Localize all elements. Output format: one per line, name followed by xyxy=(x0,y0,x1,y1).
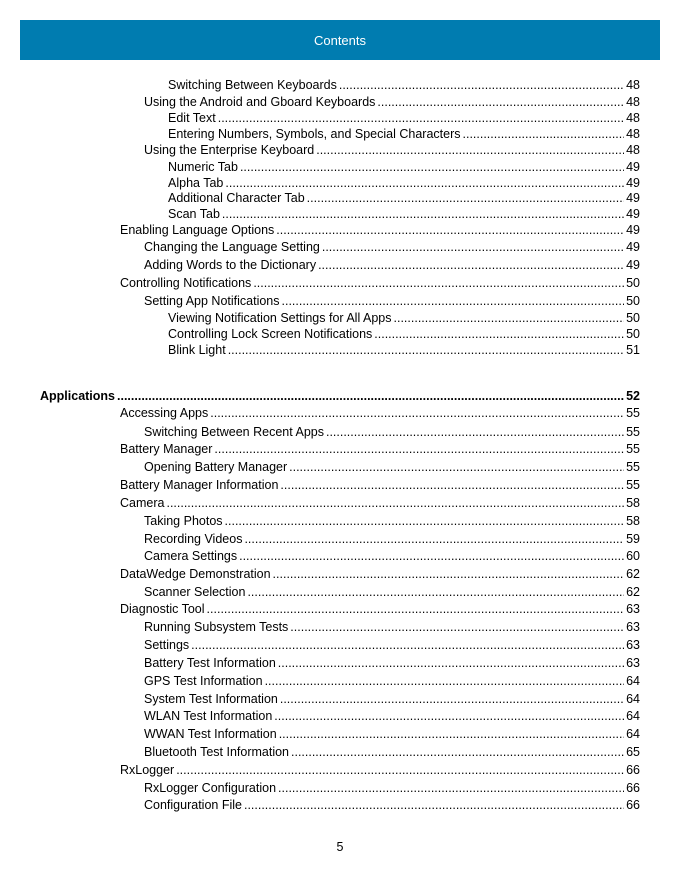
toc-entry-title: Alpha Tab xyxy=(168,176,224,190)
toc-entry-title: Taking Photos xyxy=(144,514,223,528)
dot-leader xyxy=(289,460,624,475)
toc-entry-title: Bluetooth Test Information xyxy=(144,745,289,759)
toc-entry[interactable] xyxy=(168,327,640,342)
toc-entry[interactable] xyxy=(144,745,640,760)
toc-entry-page: 48 xyxy=(626,78,640,92)
toc-entry[interactable] xyxy=(144,638,640,653)
dot-leader xyxy=(244,532,624,547)
dot-leader xyxy=(377,95,624,110)
toc-entry-page: 55 xyxy=(626,442,640,456)
toc-entry-page: 51 xyxy=(626,343,640,357)
dot-leader xyxy=(273,567,624,582)
toc-entry-title: Setting App Notifications xyxy=(144,294,280,308)
toc-entry[interactable] xyxy=(144,656,640,671)
contents-header xyxy=(20,20,660,60)
toc-entry-title: RxLogger Configuration xyxy=(144,781,277,795)
toc-entry-title: Battery Manager Information xyxy=(120,478,279,492)
toc-entry-page: 50 xyxy=(626,327,640,341)
toc-entry-title: WLAN Test Information xyxy=(144,709,273,723)
toc-entry-page: 48 xyxy=(626,95,640,109)
toc-entry-page: 48 xyxy=(626,143,640,157)
toc-entry-title: DataWedge Demonstration xyxy=(120,567,271,581)
toc-entry[interactable] xyxy=(144,294,640,309)
toc-entry-title: Changing the Language Setting xyxy=(144,240,320,254)
dot-leader xyxy=(279,727,624,742)
dot-leader xyxy=(228,343,624,358)
toc-entry-page: 62 xyxy=(626,585,640,599)
toc-entry-page: 58 xyxy=(626,496,640,510)
toc-entry-title: Controlling Notifications xyxy=(120,276,252,290)
toc-entry-title: Viewing Notification Settings for All Apps xyxy=(168,311,392,325)
toc-entry-title: GPS Test Information xyxy=(144,674,263,688)
toc-entry-page: 64 xyxy=(626,692,640,706)
toc-entry-page: 63 xyxy=(626,602,640,616)
dot-leader xyxy=(166,496,624,511)
toc-entry[interactable] xyxy=(120,478,640,493)
toc-entry[interactable] xyxy=(168,207,640,222)
dot-leader xyxy=(316,143,624,158)
toc-entry[interactable] xyxy=(168,176,640,191)
toc-entry-page: 66 xyxy=(626,798,640,812)
dot-leader xyxy=(225,176,624,191)
dot-leader xyxy=(322,240,624,255)
dot-leader xyxy=(265,674,624,689)
toc-entry[interactable] xyxy=(120,567,640,582)
dot-leader xyxy=(244,798,624,813)
toc-entry[interactable] xyxy=(168,160,640,175)
dot-leader xyxy=(274,709,624,724)
dot-leader xyxy=(339,78,624,93)
toc-entry-title: Edit Text xyxy=(168,111,216,125)
toc-entry-title: Numeric Tab xyxy=(168,160,238,174)
toc-entry-page: 64 xyxy=(626,709,640,723)
dot-leader xyxy=(222,207,624,222)
toc-entry-title: Entering Numbers, Symbols, and Special Characters xyxy=(168,127,461,141)
toc-entry-page: 49 xyxy=(626,207,640,221)
dot-leader xyxy=(225,514,624,529)
toc-entry[interactable] xyxy=(120,406,640,421)
toc-entry-page: 49 xyxy=(626,191,640,205)
toc-entry[interactable] xyxy=(120,602,640,617)
toc-entry[interactable] xyxy=(168,78,640,93)
dot-leader xyxy=(280,692,624,707)
dot-leader xyxy=(318,258,624,273)
toc-entry-page: 62 xyxy=(626,567,640,581)
toc-entry-title: Accessing Apps xyxy=(120,406,209,420)
dot-leader xyxy=(280,478,624,493)
dot-leader xyxy=(276,223,624,238)
dot-leader xyxy=(210,406,624,421)
toc-entry-page: 49 xyxy=(626,223,640,237)
toc-entry-title: Camera xyxy=(120,496,165,510)
toc-entry-title: Adding Words to the Dictionary xyxy=(144,258,317,272)
toc-entry-title: Blink Light xyxy=(168,343,226,357)
toc-entry-page: 66 xyxy=(626,781,640,795)
toc-entry-title: RxLogger xyxy=(120,763,175,777)
toc-entry-page: 50 xyxy=(626,276,640,290)
toc-entry-title: Diagnostic Tool xyxy=(120,602,205,616)
toc-entry-page: 63 xyxy=(626,656,640,670)
toc-entry[interactable] xyxy=(144,727,640,742)
dot-leader xyxy=(307,191,624,206)
toc-entry[interactable] xyxy=(144,240,640,255)
toc-entry[interactable] xyxy=(144,514,640,529)
toc-entry-page: 60 xyxy=(626,549,640,563)
toc-entry-title: Recording Videos xyxy=(144,532,243,546)
toc-entry-title: Applications xyxy=(40,389,116,403)
dot-leader xyxy=(253,276,624,291)
toc-entry[interactable] xyxy=(144,781,640,796)
toc-entry-page: 55 xyxy=(626,460,640,474)
toc-entry[interactable] xyxy=(144,585,640,600)
toc-entry[interactable] xyxy=(144,620,640,635)
toc-entry-page: 59 xyxy=(626,532,640,546)
dot-leader xyxy=(282,294,625,309)
dot-leader xyxy=(191,638,624,653)
toc-entry[interactable] xyxy=(120,763,640,778)
toc-entry-page: 64 xyxy=(626,674,640,688)
toc-entry-title: Opening Battery Manager xyxy=(144,460,288,474)
toc-entry-title: Switching Between Keyboards xyxy=(168,78,337,92)
toc-entry[interactable] xyxy=(144,798,640,813)
toc-entry-title: Battery Manager xyxy=(120,442,213,456)
toc-entry-page: 63 xyxy=(626,638,640,652)
toc-entry-page: 65 xyxy=(626,745,640,759)
dot-leader xyxy=(247,585,624,600)
toc-entry[interactable] xyxy=(144,258,640,273)
toc-entry[interactable] xyxy=(144,674,640,689)
dot-leader xyxy=(176,763,624,778)
toc-entry-page: 55 xyxy=(626,425,640,439)
toc-entry-title: Camera Settings xyxy=(144,549,238,563)
toc-entry[interactable] xyxy=(168,127,640,142)
toc-entry-page: 50 xyxy=(626,294,640,308)
page-number: 5 xyxy=(336,840,344,854)
dot-leader xyxy=(326,425,624,440)
toc-entry-page: 48 xyxy=(626,111,640,125)
dot-leader xyxy=(218,111,624,126)
toc-entry[interactable] xyxy=(144,549,640,564)
dot-leader xyxy=(117,389,624,404)
toc-entry-title: Scan Tab xyxy=(168,207,220,221)
toc-entry-title: Controlling Lock Screen Notifications xyxy=(168,327,373,341)
toc-entry[interactable] xyxy=(120,496,640,511)
toc-entry-title: Using the Enterprise Keyboard xyxy=(144,143,315,157)
toc-entry[interactable] xyxy=(168,191,640,206)
toc-entry-page: 49 xyxy=(626,258,640,272)
toc-entry[interactable] xyxy=(144,95,640,110)
toc-entry-title: Running Subsystem Tests xyxy=(144,620,289,634)
toc-entry-title: Using the Android and Gboard Keyboards xyxy=(144,95,376,109)
toc-entry-title: Additional Character Tab xyxy=(168,191,305,205)
toc-entry[interactable] xyxy=(168,311,640,326)
dot-leader xyxy=(463,127,625,142)
toc-entry-page: 63 xyxy=(626,620,640,634)
toc-entry[interactable] xyxy=(120,442,640,457)
toc-entry-page: 52 xyxy=(626,389,640,403)
toc-entry-title: Settings xyxy=(144,638,190,652)
toc-entry-page: 50 xyxy=(626,311,640,325)
toc-entry[interactable] xyxy=(168,111,640,126)
toc-entry-page: 64 xyxy=(626,727,640,741)
toc-entry[interactable] xyxy=(144,692,640,707)
toc-entry-title: Battery Test Information xyxy=(144,656,276,670)
dot-leader xyxy=(394,311,624,326)
header-title: Contents xyxy=(313,32,367,48)
toc-entry-title: System Test Information xyxy=(144,692,278,706)
dot-leader xyxy=(290,620,624,635)
toc-entry-page: 55 xyxy=(626,406,640,420)
toc-entry-page: 66 xyxy=(626,763,640,777)
toc-entry-title: Switching Between Recent Apps xyxy=(144,425,324,439)
toc-entry-page: 58 xyxy=(626,514,640,528)
dot-leader xyxy=(214,442,624,457)
toc-entry-title: Enabling Language Options xyxy=(120,223,275,237)
toc-entry-title: Scanner Selection xyxy=(144,585,246,599)
dot-leader xyxy=(239,549,624,564)
toc-entry[interactable] xyxy=(120,223,640,238)
toc-entry-title: WWAN Test Information xyxy=(144,727,277,741)
toc-entry[interactable] xyxy=(168,343,640,358)
toc-entry[interactable] xyxy=(144,532,640,547)
toc-entry[interactable] xyxy=(40,389,640,404)
toc-entry[interactable] xyxy=(144,425,640,440)
toc-entry-page: 49 xyxy=(626,160,640,174)
dot-leader xyxy=(374,327,624,342)
dot-leader xyxy=(291,745,624,760)
toc-entry-page: 55 xyxy=(626,478,640,492)
toc-entry[interactable] xyxy=(144,709,640,724)
toc-entry[interactable] xyxy=(144,143,640,158)
toc-entry-title: Configuration File xyxy=(144,798,242,812)
toc-entry-page: 48 xyxy=(626,127,640,141)
dot-leader xyxy=(278,781,624,796)
toc-entry[interactable] xyxy=(144,460,640,475)
dot-leader xyxy=(278,656,624,671)
dot-leader xyxy=(207,602,624,617)
dot-leader xyxy=(240,160,624,175)
toc-entry-page: 49 xyxy=(626,240,640,254)
toc-entry-page: 49 xyxy=(626,176,640,190)
toc-entry[interactable] xyxy=(120,276,640,291)
